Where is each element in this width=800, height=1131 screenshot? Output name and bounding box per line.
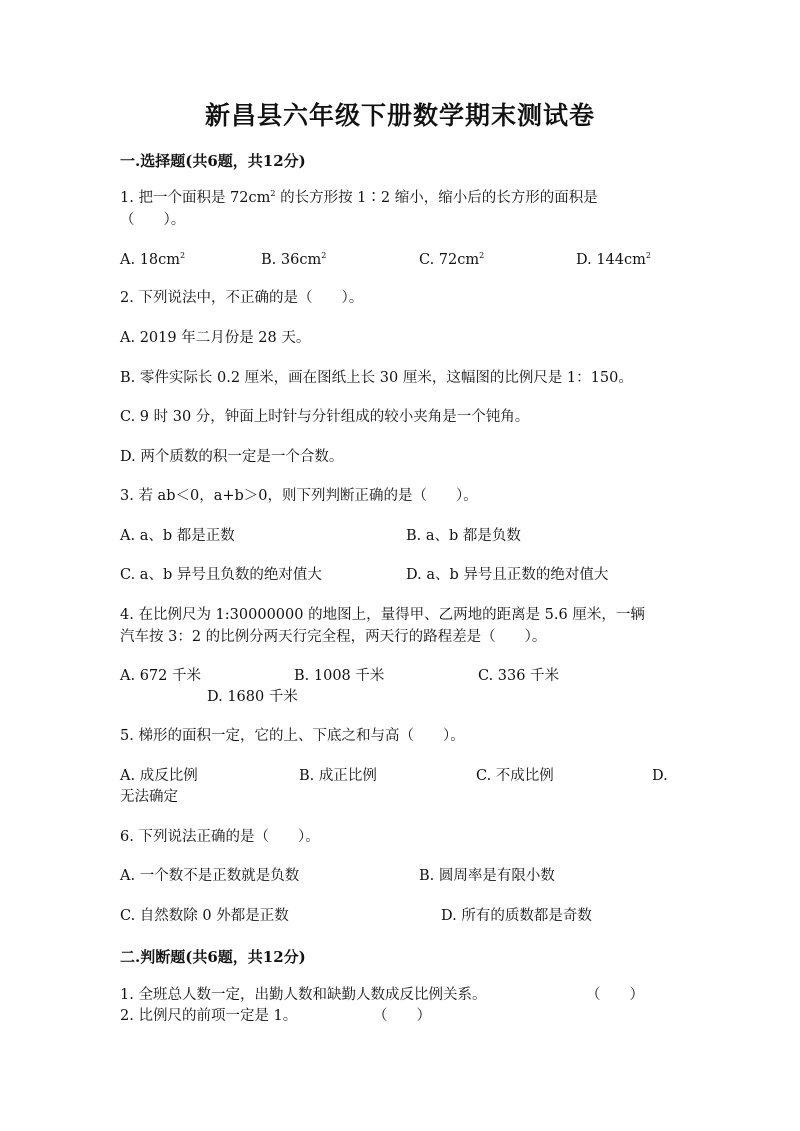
- question-1-option-b: B. $36cm^2$: [261, 251, 327, 268]
- question-1-stem: [120, 187, 598, 209]
- question-1-stem-superscript: 2: [270, 189, 276, 199]
- question-3-option-b: B. a、b 都是负数: [406, 528, 521, 544]
- question-1-stem-part1: 1. 把一个面积是 72cm: [120, 190, 271, 206]
- page-title: 新昌县六年级下册数学期末测试卷: [204, 101, 595, 130]
- question-6-option-a: A. 一个数不是正数就是负数: [120, 868, 300, 884]
- question-6-option-d: D. 所有的质数都是奇数: [441, 908, 592, 924]
- question-3-option-d: D. a、b 异号且正数的绝对值大: [406, 567, 609, 583]
- question-5-stem: 5. 梯形的面积一定，它的上、下底之和与高（ ）。: [120, 728, 465, 744]
- question-2-option-a: A. 2019 年二月份是 28 天。: [120, 330, 311, 346]
- question-4-stem-line1: 4. 在比例尺为 1:30000000 的地图上，量得甲、乙两地的距离是 5.6 厘米，一辆: [120, 607, 645, 623]
- judgement-1-stem: 1. 全班总人数一定，出勤人数和缺勤人数成反比例关系。: [120, 987, 487, 1003]
- question-5-option-c: C. 不成比例: [476, 768, 554, 784]
- question-5-option-d-text: 无法确定: [120, 789, 178, 805]
- question-2-option-d: D. 两个质数的积一定是一个合数。: [120, 449, 344, 465]
- question-1-option-c: C. $72cm^2$: [419, 251, 485, 268]
- question-4-option-b: B. 1008 千米: [294, 668, 385, 684]
- question-5-option-b: B. 成正比例: [299, 768, 377, 784]
- question-3-option-a: A. a、b 都是正数: [120, 528, 235, 544]
- question-5-option-a: A. 成反比例: [120, 768, 198, 784]
- judgement-1-blank: （ ）: [586, 987, 644, 1003]
- question-4-option-a: A. 672 千米: [120, 668, 201, 684]
- question-6-option-b: B. 圆周率是有限小数: [419, 868, 555, 884]
- question-2-option-c: C. 9 时 30 分，钟面上时针与分针组成的较小夹角是一个钝角。: [120, 409, 530, 425]
- question-5-option-d-label: D.: [652, 768, 668, 784]
- question-3-option-c: C. a、b 异号且负数的绝对值大: [120, 567, 322, 583]
- question-6-stem: 6. 下列说法正确的是（ ）。: [120, 829, 320, 845]
- question-6-option-c: C. 自然数除 0 外都是正数: [120, 908, 289, 924]
- question-4-option-c: C. 336 千米: [478, 668, 560, 684]
- section-header-choice: 一.选择题(共6题，共12分): [120, 152, 306, 170]
- question-3-stem: 3. 若 ab＜0，a+b＞0，则下列判断正确的是（ ）。: [120, 488, 478, 504]
- question-1-stem-line2: （ ）。: [120, 212, 186, 228]
- question-4-option-d: D. 1680 千米: [207, 689, 298, 705]
- question-2-stem: 2. 下列说法中，不正确的是（ ）。: [120, 290, 364, 306]
- judgement-2-blank: （ ）: [373, 1008, 431, 1024]
- question-1-stem-part2: 的长方形按 1∶2 缩小，缩小后的长方形的面积是: [275, 190, 598, 206]
- question-1-option-d: D. $144cm^2$: [576, 251, 651, 268]
- question-4-stem-line2: 汽车按 3：2 的比例分两天行完全程，两天行的路程差是（ ）。: [120, 629, 547, 645]
- question-2-option-b: B. 零件实际长 0.2 厘米，画在图纸上长 30 厘米，这幅图的比例尺是 1：150。: [120, 370, 633, 386]
- section-header-judgement: 二.判断题(共6题，共12分): [120, 948, 306, 966]
- judgement-2-stem: 2. 比例尺的前项一定是 1。: [120, 1008, 298, 1024]
- question-1-option-a: A. $18cm^2$: [120, 251, 186, 268]
